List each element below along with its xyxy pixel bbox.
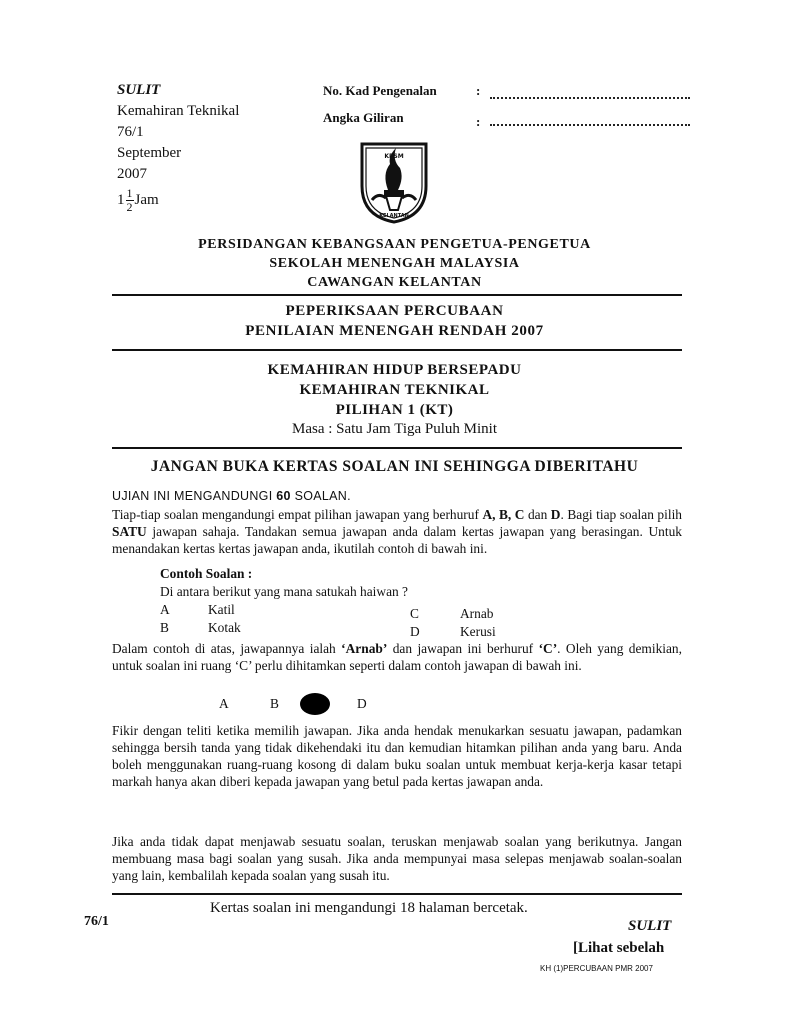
- header-info: [117, 80, 239, 214]
- subject-line-1: KEMAHIRAN HIDUP BERSEPADU: [267, 362, 522, 378]
- subject-name: Kemahiran Teknikal: [117, 103, 240, 119]
- sulit-mark-top: SULIT: [117, 82, 161, 98]
- exam-year: 2007: [117, 166, 147, 182]
- seat-number-label: Angka Giliran: [323, 110, 404, 125]
- example-option-a-letter: A: [160, 602, 170, 617]
- divider-3: [112, 447, 682, 449]
- exam-title-line-2: PENILAIAN MENENGAH RENDAH 2007: [245, 323, 544, 339]
- footer-paper-code: 76/1: [84, 914, 109, 929]
- id-card-field[interactable]: [490, 97, 690, 99]
- example-option-d-text: Kerusi: [460, 624, 496, 639]
- answer-bubble-d: D: [357, 696, 367, 711]
- answer-bubble-a: A: [219, 696, 229, 711]
- emblem-text-top: KPSM: [384, 153, 404, 160]
- exam-duration: Masa : Satu Jam Tiga Puluh Minit: [291, 421, 498, 437]
- paper-code: 76/1: [117, 124, 144, 140]
- id-card-colon: :: [476, 83, 481, 98]
- example-option-b-text: Kotak: [208, 620, 241, 635]
- instruction-paragraph-3: Fikir dengan teliti ketika memilih jawapan. Jika anda hendak menukarkan sesuatu jawapan, padamkan sehingga bersih tanda yang tidak dikehendaki itu dan kemudian hitamkan pilihan anda yang baru. Anda boleh menggunakan ruang-ruang kosong di dalam buku soalan untuk membuat kerja-kerja kasar tetapi markah hanya akan diberi kepada jawapan yang betul pada kertas jawapan anda.: [112, 723, 682, 789]
- example-option-c-letter: C: [410, 606, 419, 621]
- exam-title-line-1: PEPERIKSAAN PERCUBAAN: [285, 303, 504, 319]
- organisation-line-1: PERSIDANGAN KEBANGSAAN PENGETUA-PENGETUA: [198, 237, 591, 252]
- example-option-c-text: Arnab: [460, 606, 494, 621]
- example-question: Di antara berikut yang mana satukah haiwan ?: [160, 584, 409, 599]
- instruction-paragraph-1: Tiap-tiap soalan mengandungi empat pilihan jawapan yang berhuruf A, B, C dan D. Bagi tiap soalan pilih SATU jawapan sahaja. Tandakan semua jawapan anda dalam kertas jawapan yang berasingan. Untuk menandakan kertas kertas jawapan anda, ikutilah contoh di bawah ini.: [112, 507, 682, 556]
- divider-1: [112, 294, 682, 296]
- organisation-line-3: CAWANGAN KELANTAN: [307, 275, 482, 290]
- id-card-label: No. Kad Pengenalan: [323, 83, 437, 98]
- emblem-graphic: [358, 134, 430, 224]
- example-title: Contoh Soalan :: [160, 566, 253, 581]
- subject-line-3: PILIHAN 1 (KT): [335, 402, 454, 418]
- footer-tag: KH (1)PERCUBAAN PMR 2007: [540, 964, 653, 973]
- organisation-line-2: SEKOLAH MENENGAH MALAYSIA: [269, 256, 520, 271]
- torch-emblem-icon: [358, 134, 430, 224]
- divider-2: [112, 349, 682, 351]
- answer-bubble-c-filled: C: [300, 693, 330, 715]
- sulit-mark-bottom: SULIT: [628, 918, 672, 934]
- example-option-d-letter: D: [410, 624, 420, 639]
- divider-4: [112, 893, 682, 895]
- turn-over-note: [Lihat sebelah: [573, 940, 665, 956]
- instruction-paragraph-4: Jika anda tidak dapat menjawab sesuatu soalan, teruskan menjawab soalan yang berikutnya. Jangan membuang masa bagi soalan yang susah. Jika anda mempunyai masa selepas menjawab soalan-soalan yang lain, kembalilah kepada soalan yang susah itu.: [112, 834, 682, 883]
- emblem-text-bottom: KELANTAN: [379, 213, 409, 219]
- instruction-paragraph-2: Dalam contoh di atas, jawapannya ialah ‘Arnab’ dan jawapan ini berhuruf ‘C’. Oleh yang demikian, untuk soalan ini ruang ‘C’ perlu dihitamkan seperti dalam contoh jawapan di bawah ini.: [112, 641, 682, 673]
- subject-line-2: KEMAHIRAN TEKNIKAL: [299, 382, 490, 398]
- question-count: UJIAN INI MENGANDUNGI 60 SOALAN.: [112, 489, 351, 503]
- seat-number-colon: :: [476, 114, 481, 129]
- seat-number-field[interactable]: [490, 124, 690, 126]
- example-option-b-letter: B: [160, 620, 169, 635]
- duration: 1 $\frac{1}{2}$ Jam: [117, 186, 159, 214]
- answer-bubble-b: B: [270, 696, 279, 711]
- example-option-a-text: Katil: [208, 602, 235, 617]
- warning-title: JANGAN BUKA KERTAS SOALAN INI SEHINGGA DIBERITAHU: [150, 458, 639, 475]
- duration-fraction: $\frac{1}{2}$: [126, 186, 133, 214]
- exam-month: September: [117, 145, 182, 161]
- page-count-note: Kertas soalan ini mengandungi 18 halaman bercetak.: [210, 900, 528, 916]
